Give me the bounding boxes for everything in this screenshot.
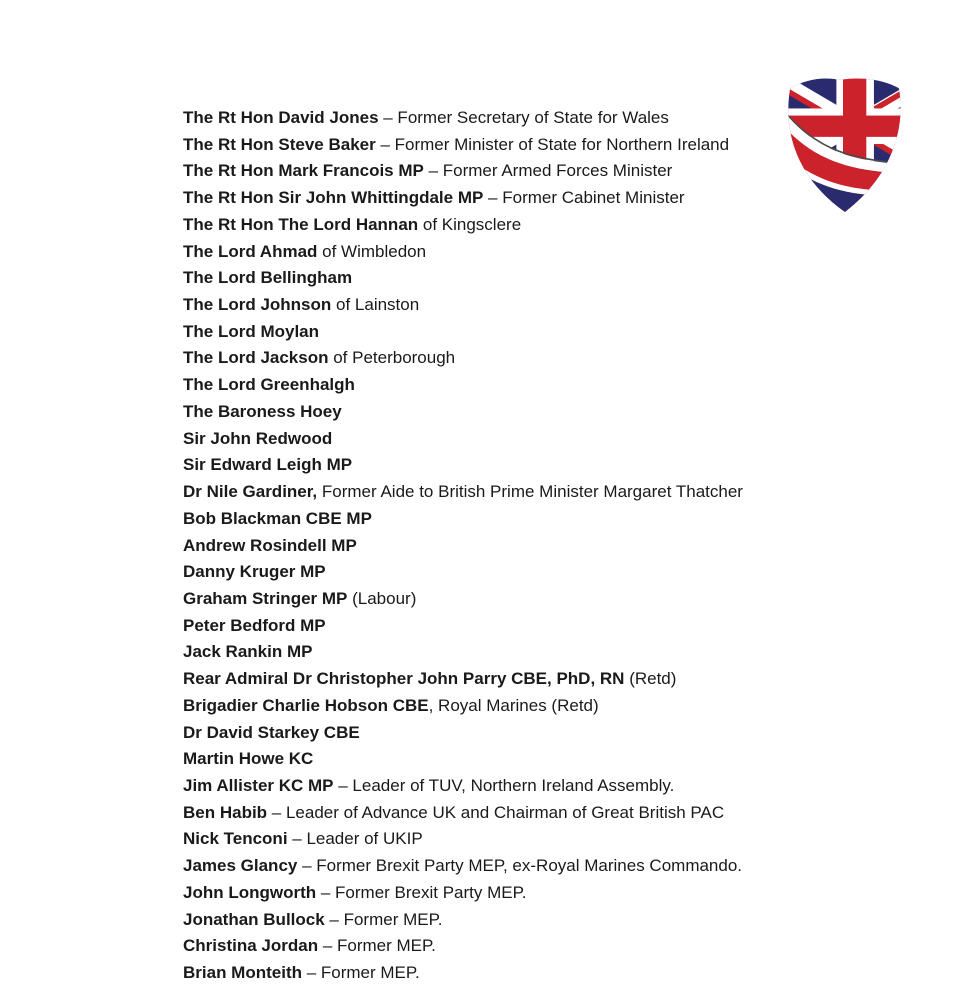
union-jack-shield-icon xyxy=(784,77,905,215)
list-item xyxy=(183,613,783,640)
signatory-name: Sir John Redwood xyxy=(183,428,333,448)
signatory-name: Andrew Rosindell MP xyxy=(183,535,357,555)
signatory-description: – Leader of UKIP xyxy=(287,829,423,849)
signatory-description: of Lainston xyxy=(331,295,420,315)
signatory-description: Former Aide to British Prime Minister Margaret Thatcher xyxy=(317,482,743,502)
signatory-description: – Former Brexit Party MEP, ex-Royal Marines Commando. xyxy=(297,856,743,876)
signatories-list xyxy=(183,105,783,987)
list-item xyxy=(183,479,783,506)
signatory-description: – Former MEP. xyxy=(324,909,443,929)
list-item xyxy=(183,399,783,426)
list-item xyxy=(183,746,783,773)
signatory-name: The Lord Ahmad xyxy=(183,241,318,261)
signatory-name: Dr David Starkey CBE xyxy=(183,722,360,742)
list-item xyxy=(183,960,783,987)
signatory-description: (Labour) xyxy=(347,588,417,608)
signatory-name: John Longworth xyxy=(183,882,317,902)
signatory-name: Jim Allister KC MP xyxy=(183,775,334,795)
list-item xyxy=(183,292,783,319)
signatory-name: Graham Stringer MP xyxy=(183,588,348,608)
signatory-name: Martin Howe KC xyxy=(183,749,314,769)
list-item xyxy=(183,773,783,800)
list-item xyxy=(183,666,783,693)
signatory-name: Jonathan Bullock xyxy=(183,909,325,929)
signatory-name: Danny Kruger MP xyxy=(183,562,326,582)
signatory-description: – Former Brexit Party MEP. xyxy=(316,882,527,902)
list-item xyxy=(183,319,783,346)
signatory-name: The Lord Bellingham xyxy=(183,268,353,288)
list-item xyxy=(183,506,783,533)
signatory-name: Peter Bedford MP xyxy=(183,615,326,635)
signatory-name: Brian Monteith xyxy=(183,963,302,982)
list-item xyxy=(183,105,783,132)
signatory-name: James Glancy xyxy=(183,856,298,876)
list-item xyxy=(183,239,783,266)
signatory-name: Rear Admiral Dr Christopher John Parry CBE, PhD, RN xyxy=(183,669,625,689)
list-item xyxy=(183,933,783,960)
signatory-name: Dr Nile Gardiner, xyxy=(183,482,318,502)
signatory-name: The Lord Johnson xyxy=(183,295,332,315)
signatory-name: Brigadier Charlie Hobson CBE xyxy=(183,695,429,715)
signatory-name: The Rt Hon David Jones xyxy=(183,108,379,127)
signatory-name: Bob Blackman CBE MP xyxy=(183,508,372,528)
list-item xyxy=(183,345,783,372)
list-item xyxy=(183,853,783,880)
signatory-name: The Rt Hon Steve Baker xyxy=(183,134,376,154)
signatory-description: of Wimbledon xyxy=(317,241,427,261)
signatory-description: – Leader of Advance UK and Chairman of Great British PAC xyxy=(267,802,725,822)
list-item xyxy=(183,907,783,934)
list-item xyxy=(183,586,783,613)
signatory-name: The Baroness Hoey xyxy=(183,401,342,421)
signatory-description: of Kingsclere xyxy=(418,214,522,234)
list-item xyxy=(183,212,783,239)
signatory-description: – Leader of TUV, Northern Ireland Assembly. xyxy=(333,775,675,795)
list-item xyxy=(183,533,783,560)
signatory-name: The Lord Jackson xyxy=(183,348,329,368)
signatory-name: The Lord Moylan xyxy=(183,321,319,341)
signatory-name: The Rt Hon Mark Francois MP xyxy=(183,161,424,181)
signatory-name: Nick Tenconi xyxy=(183,829,288,849)
list-item xyxy=(183,880,783,907)
list-item xyxy=(183,800,783,827)
signatory-name: Sir Edward Leigh MP xyxy=(183,455,353,475)
signatory-description: – Former MEP. xyxy=(302,963,420,982)
list-item xyxy=(183,559,783,586)
signatory-name: The Lord Greenhalgh xyxy=(183,375,355,395)
list-item xyxy=(183,693,783,720)
list-item xyxy=(183,452,783,479)
signatory-name: Ben Habib xyxy=(183,802,268,822)
signatory-name: Jack Rankin MP xyxy=(183,642,313,662)
list-item xyxy=(183,132,783,159)
signatory-description: – Former Armed Forces Minister xyxy=(423,161,673,181)
signatory-description: , Royal Marines (Retd) xyxy=(428,695,599,715)
list-item xyxy=(183,265,783,292)
list-item xyxy=(183,426,783,453)
list-item xyxy=(183,720,783,747)
list-item xyxy=(183,185,783,212)
list-item xyxy=(183,158,783,185)
signatory-description: – Former Minister of State for Northern Ireland xyxy=(375,134,730,154)
list-item xyxy=(183,826,783,853)
signatory-name: The Rt Hon Sir John Whittingdale MP xyxy=(183,188,484,208)
list-item xyxy=(183,372,783,399)
signatory-description: – Former MEP. xyxy=(318,936,436,956)
signatory-name: The Rt Hon The Lord Hannan xyxy=(183,214,419,234)
signatory-description: (Retd) xyxy=(624,669,677,689)
signatory-description: – Former Cabinet Minister xyxy=(483,188,685,208)
signatory-description: of Peterborough xyxy=(328,348,456,368)
signatory-name: Christina Jordan xyxy=(183,936,319,956)
signatory-description: – Former Secretary of State for Wales xyxy=(378,108,669,127)
list-item xyxy=(183,639,783,666)
